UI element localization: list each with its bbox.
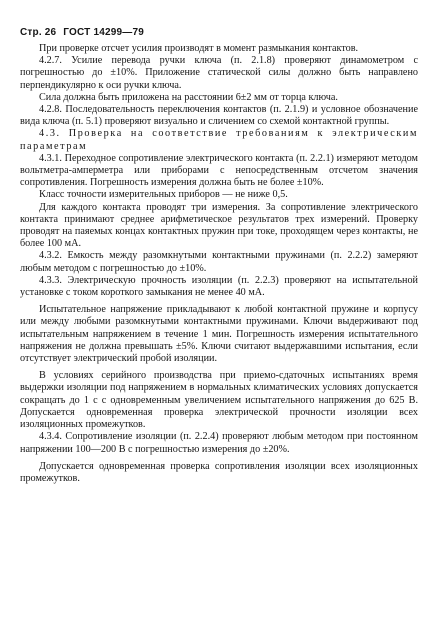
paragraph: При проверке отсчет усилия производят в момент размыкания контактов. (39, 43, 359, 54)
paragraph: 4.3.4. Сопротивление изоляции (п. 2.2.4) проверяют любым методом при постоянном напряжении 100—200 В с погрешностью измерения до ±20%. (20, 431, 418, 455)
paragraph: Испытательное напряжение прикладывают к любой контактной пружине и корпусу или между любыми разомкнутыми контактными пружинами. Ключи выдерживают под испытательным напряжением в течение 1 мин. Погрешность измерения испытательного напряжения не должна превышать ±5%. Ключи считают выдержавшими испытания, если отсутствует электрический пробой изоляции. (20, 304, 418, 365)
paragraph: 4.3.1. Переходное сопротивление электрического контакта (п. 2.2.1) измеряют методом вольтметра-амперметра или приборами с непосредственным отсчетом значения сопротивления. Погрешность измерения должна быть не более ±10%. (20, 152, 418, 189)
paragraph: Для каждого контакта проводят три измерения. За сопротивление электрического контакта принимают среднее арифметическое результатов трех измерений. Проверку проводят на паяемых концах контактных пружин при токе, проходящем через контакты, не более 100 мА. (20, 201, 418, 250)
paragraph: 4.2.7. Усилие перевода ручки ключа (п. 2.1.8) проверяют динамометром с погрешностью до ±10%. Приложение статической силы должно быть направлено перпендикулярно к оси ручки ключа. (20, 55, 418, 91)
page-number: Стр. 26 (20, 27, 57, 38)
paragraph: 4.3.3. Электрическую прочность изоляции (п. 2.2.3) проверяют на испытательной установке с током короткого замыкания не менее 40 мА. (20, 274, 418, 299)
paragraph: Допускается одновременная проверка сопротивления изоляции всех изоляционных промежутков. (20, 460, 418, 484)
paragraph: 4.3.2. Емкость между разомкнутыми контактными пружинами (п. 2.2.2) замеряют любым методом с погрешностью до ±10%. (20, 250, 418, 274)
standard-code: ГОСТ 14299—79 (63, 27, 145, 38)
page-header (20, 27, 418, 38)
paragraph: 4.2.8. Последовательность переключения контактов (п. 2.1.9) и условное обозначение вида ключа (п. 5.1) проверяют визуально и сличением со схемой контактной группы. (20, 104, 418, 128)
paragraph: В условиях серийного производства при приемо-сдаточных испытаниях время выдержки изоляции под напряжением в нормальных климатических условиях допускается сокращать до 1 с с одновременным увеличением испытательного напряжения до 625 В. Допускается одновременная проверка электрической прочности изоляции всех изоляционных промежутков. (20, 370, 418, 431)
paragraph: Класс точности измерительных приборов — не ниже 0,5. (39, 189, 288, 201)
paragraph: 4.3. Проверка на соответствие требованиям к электрическим параметрам (20, 128, 418, 152)
paragraph: Сила должна быть приложена на расстоянии 6±2 мм от торца ключа. (39, 91, 338, 103)
body-text (20, 43, 418, 485)
